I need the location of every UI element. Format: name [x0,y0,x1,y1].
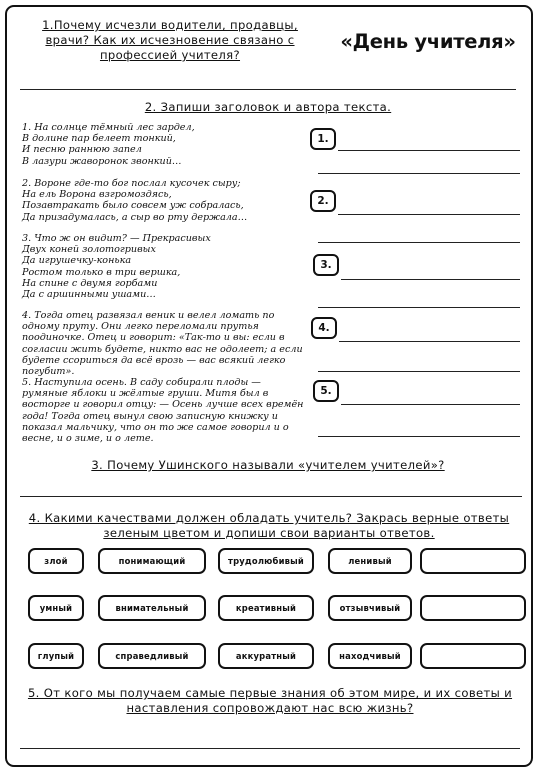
answer-number-5: 5. [313,380,339,402]
answer-line-2a[interactable] [338,214,520,215]
text-line: В долине пар белеет тонкий, [22,133,176,145]
quality-chip-blank[interactable] [420,643,526,669]
text-excerpt-2 [22,178,247,223]
quality-chip[interactable]: глупый [28,643,84,669]
quality-chip[interactable]: трудолюбивый [218,548,314,574]
answer-line-4a[interactable] [339,341,520,342]
quality-chip[interactable]: отзывчивый [328,595,412,621]
quality-chip-blank[interactable] [420,548,526,574]
answer-line-4b[interactable] [318,371,520,372]
question-4: 4. Какими качествами должен обладать учитель? Закрась верные ответы зеленым цветом и допиши свои варианты ответов. [28,511,510,540]
answer-line-1b[interactable] [318,173,520,174]
quality-chip[interactable]: внимательный [98,595,206,621]
question-5: 5. От кого мы получаем самые первые знания об этом мире, и их советы и наставления сопровождают нас всю жизнь? [27,686,513,715]
quality-chip[interactable]: находчивый [328,643,412,669]
quality-chip[interactable]: справедливый [98,643,206,669]
answer-number-2: 2. [310,190,336,212]
answer-line-q5[interactable] [20,748,520,749]
quality-chip[interactable]: умный [28,595,84,621]
text-line: Позавтракать было совсем уж собралась, [22,200,244,212]
quality-chip[interactable]: креативный [218,595,314,621]
answer-line-3a[interactable] [341,279,520,280]
text-line: На ель Ворона взгромоздясь, [22,189,172,201]
text-line: В лазури жаворонок звонкий… [22,155,182,167]
text-line: Двух коней золотогривых [22,244,156,256]
answer-line-5a[interactable] [341,404,520,405]
quality-chip[interactable]: злой [28,548,84,574]
answer-number-4: 4. [311,317,337,339]
text-line: На спине с двумя горбами [22,277,158,289]
text-line: И песню раннюю запел [22,144,142,156]
text-line: 1. На солнце тёмный лес зардел, [22,122,195,133]
answer-line-2b[interactable] [318,242,520,243]
text-line: Да игрушечку-конька [22,255,132,267]
question-3: 3. Почему Ушинского называли «учителем учителей»? [91,458,445,472]
answer-line-1a[interactable] [338,150,520,151]
text-line: Да с аршинными ушами… [22,289,156,301]
page-title: «День учителя» [340,30,516,53]
text-excerpt-3 [22,233,211,300]
text-line: Да призадумалась, а сыр во рту держала… [22,211,248,223]
quality-chip[interactable]: ленивый [328,548,412,574]
answer-number-1: 1. [310,128,336,150]
text-excerpt-1 [22,122,195,167]
text-line: 3. Что ж он видит? — Прекрасивых [22,233,211,244]
quality-chip-blank[interactable] [420,595,526,621]
question-1: 1.Почему исчезли водители, продавцы, врачи? Как их исчезновение связано с профессией учителя? [42,18,298,62]
text-line: Ростом только в три вершка, [22,266,181,278]
answer-line-5b[interactable] [318,436,520,437]
answer-line-3b[interactable] [318,307,520,308]
text-excerpt-5: 5. Наступила осень. В саду собирали плоды — румяные яблоки и жёлтые груши. Митя был в восторге и говорил отцу: — Осень лучше всех времён года! Тогда отец вынул свою записную книжку и показал мальчику, что он то же самое говорил и о весне, и о зиме, и о лете. [22,377,304,445]
quality-chip[interactable]: аккуратный [218,643,314,669]
quality-chip[interactable]: понимающий [98,548,206,574]
answer-number-3: 3. [313,254,339,276]
text-excerpt-4: 4. Тогда отец развязал веник и велел ломать по одному пруту. Они легко переломали прутья поодиночке. Отец и говорит: «Так-то и вы: если в согласии жить будете, никто вас не одолеет; а если будете ссориться да всё врозь — вас всякий легко погубит». [22,310,303,378]
text-line: 2. Вороне где-то бог послал кусочек сыру; [22,178,241,189]
answer-line-q1[interactable] [20,89,516,90]
question-2: 2. Запиши заголовок и автора текста. [144,100,392,114]
answer-line-q3[interactable] [20,496,522,497]
